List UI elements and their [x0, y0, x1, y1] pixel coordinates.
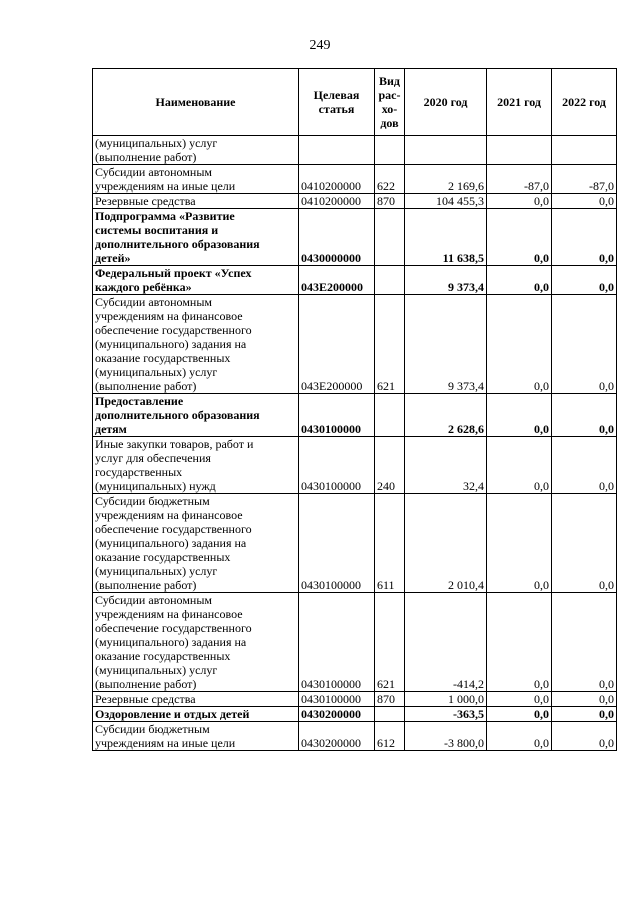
cell-name: Резервные средства: [93, 194, 299, 209]
table-header-row: [93, 69, 617, 136]
cell-y2021: 0,0: [487, 722, 552, 751]
cell-name: Резервные средства: [93, 692, 299, 707]
table-body: [93, 136, 617, 751]
cell-code: 0410200000: [299, 165, 375, 194]
cell-y2020: [405, 136, 487, 165]
cell-name: Субсидии автономным учреждениям на финансовое обеспечение государственного (муниципального) задания на оказание государственных (муниципальных) услуг (выполнение работ): [93, 593, 299, 692]
cell-code: 0430000000: [299, 209, 375, 266]
header-2020-label: 2020 год: [423, 95, 468, 109]
cell-type: 870: [375, 692, 405, 707]
cell-y2020: 2 169,6: [405, 165, 487, 194]
cell-y2020: 11 638,5: [405, 209, 487, 266]
cell-y2022: 0,0: [552, 692, 617, 707]
cell-type: [375, 136, 405, 165]
header-name-label: Наименование: [155, 95, 236, 109]
cell-code: 0430100000: [299, 494, 375, 593]
cell-code: 0430100000: [299, 394, 375, 437]
budget-table: [92, 68, 617, 751]
cell-type: 621: [375, 593, 405, 692]
cell-name: Субсидии бюджетным учреждениям на финансовое обеспечение государственного (муниципального) задания на оказание государственных (муниципальных) услуг (выполнение работ): [93, 494, 299, 593]
cell-type: [375, 266, 405, 295]
table-row: [93, 494, 617, 593]
cell-y2021: 0,0: [487, 295, 552, 394]
cell-type: 612: [375, 722, 405, 751]
cell-y2022: 0,0: [552, 295, 617, 394]
cell-type: 621: [375, 295, 405, 394]
table-row: [93, 209, 617, 266]
cell-type: 611: [375, 494, 405, 593]
cell-y2021: -87,0: [487, 165, 552, 194]
cell-name: Подпрограмма «Развитие системы воспитания и дополнительного образования детей»: [93, 209, 299, 266]
header-code: [299, 69, 375, 136]
cell-name: Оздоровление и отдых детей: [93, 707, 299, 722]
cell-code: 0410200000: [299, 194, 375, 209]
header-code-label: Целевая статья: [313, 88, 360, 116]
cell-name: Субсидии автономным учреждениям на иные цели: [93, 165, 299, 194]
cell-code: [299, 136, 375, 165]
cell-y2020: 2 010,4: [405, 494, 487, 593]
cell-y2022: 0,0: [552, 722, 617, 751]
cell-y2022: 0,0: [552, 266, 617, 295]
cell-y2020: 104 455,3: [405, 194, 487, 209]
cell-y2022: 0,0: [552, 494, 617, 593]
cell-name: (муниципальных) услуг (выполнение работ): [93, 136, 299, 165]
cell-y2022: -87,0: [552, 165, 617, 194]
table-row: [93, 295, 617, 394]
cell-name: Субсидии автономным учреждениям на финансовое обеспечение государственного (муниципального) задания на оказание государственных (муниципальных) услуг (выполнение работ): [93, 295, 299, 394]
cell-name: Субсидии бюджетным учреждениям на иные цели: [93, 722, 299, 751]
cell-y2020: -363,5: [405, 707, 487, 722]
cell-type: 622: [375, 165, 405, 194]
table-row: [93, 593, 617, 692]
table-row: [93, 707, 617, 722]
cell-y2021: 0,0: [487, 707, 552, 722]
header-type: [375, 69, 405, 136]
cell-y2021: 0,0: [487, 266, 552, 295]
table-row: [93, 165, 617, 194]
cell-y2021: 0,0: [487, 494, 552, 593]
header-type-label: Вид рас- хо- дов: [378, 74, 401, 130]
cell-type: 870: [375, 194, 405, 209]
cell-type: [375, 209, 405, 266]
cell-code: 043E200000: [299, 266, 375, 295]
cell-type: [375, 707, 405, 722]
cell-y2020: 9 373,4: [405, 266, 487, 295]
header-2020: [405, 69, 487, 136]
cell-code: 043E200000: [299, 295, 375, 394]
cell-name: Федеральный проект «Успех каждого ребёнка»: [93, 266, 299, 295]
cell-y2022: 0,0: [552, 707, 617, 722]
cell-y2020: 32,4: [405, 437, 487, 494]
cell-y2022: 0,0: [552, 437, 617, 494]
table-row: [93, 136, 617, 165]
cell-y2020: 1 000,0: [405, 692, 487, 707]
cell-y2021: 0,0: [487, 692, 552, 707]
cell-y2020: 2 628,6: [405, 394, 487, 437]
cell-y2021: 0,0: [487, 437, 552, 494]
cell-type: [375, 394, 405, 437]
cell-y2021: [487, 136, 552, 165]
cell-y2021: 0,0: [487, 394, 552, 437]
table-row: [93, 437, 617, 494]
table-row: [93, 194, 617, 209]
cell-type: 240: [375, 437, 405, 494]
cell-y2021: 0,0: [487, 209, 552, 266]
cell-y2020: -414,2: [405, 593, 487, 692]
cell-code: 0430200000: [299, 722, 375, 751]
header-2022: [552, 69, 617, 136]
table-row: [93, 692, 617, 707]
header-2022-label: 2022 год: [562, 95, 606, 109]
table-row: [93, 394, 617, 437]
cell-y2020: -3 800,0: [405, 722, 487, 751]
table-row: [93, 266, 617, 295]
cell-y2022: 0,0: [552, 394, 617, 437]
cell-y2022: [552, 136, 617, 165]
cell-name: Иные закупки товаров, работ и услуг для обеспечения государственных (муниципальных) нужд: [93, 437, 299, 494]
cell-name: Предоставление дополнительного образования детям: [93, 394, 299, 437]
cell-y2020: 9 373,4: [405, 295, 487, 394]
header-2021: [487, 69, 552, 136]
cell-code: 0430100000: [299, 692, 375, 707]
cell-y2021: 0,0: [487, 593, 552, 692]
cell-code: 0430100000: [299, 593, 375, 692]
cell-y2022: 0,0: [552, 209, 617, 266]
header-name: [93, 69, 299, 136]
cell-y2022: 0,0: [552, 194, 617, 209]
cell-y2022: 0,0: [552, 593, 617, 692]
table-row: [93, 722, 617, 751]
page-number: 249: [309, 38, 331, 53]
cell-y2021: 0,0: [487, 194, 552, 209]
cell-code: 0430100000: [299, 437, 375, 494]
cell-code: 0430200000: [299, 707, 375, 722]
header-2021-label: 2021 год: [497, 95, 541, 109]
